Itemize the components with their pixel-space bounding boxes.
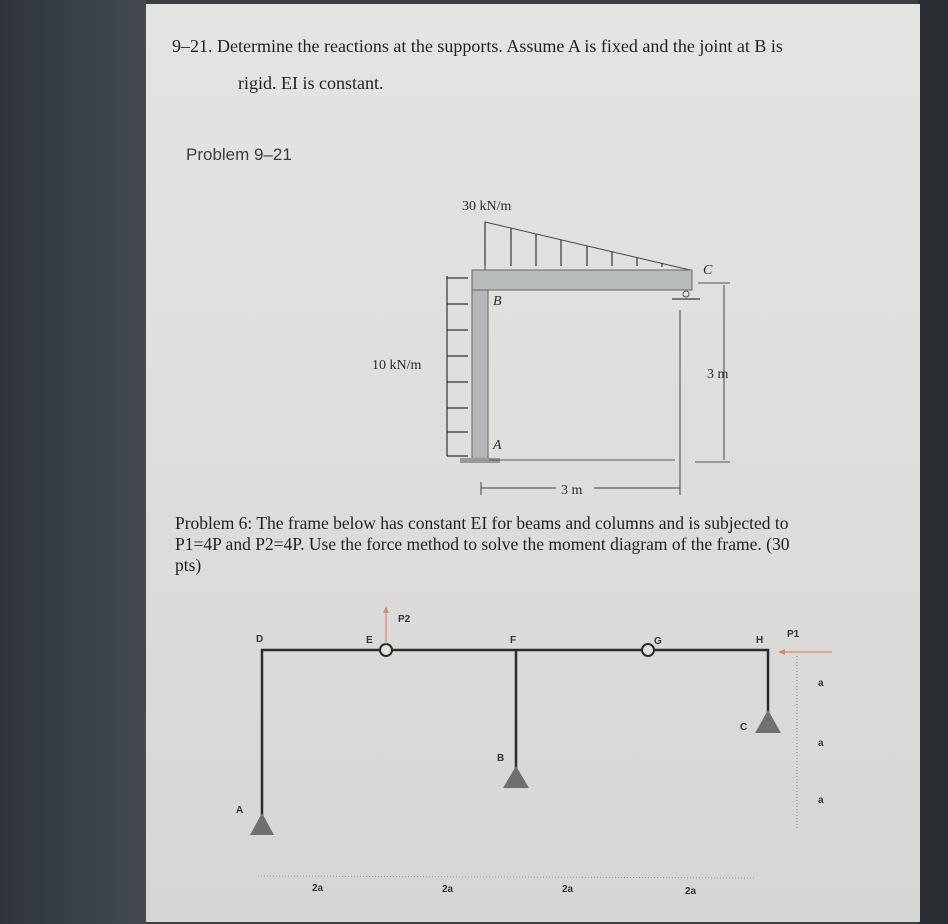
figure-title: Problem 9–21	[186, 145, 292, 164]
pin-support-c	[755, 710, 781, 733]
pin-support-b	[503, 766, 529, 788]
horizontal-dimension-line	[258, 876, 756, 878]
downward-load-arrows	[485, 222, 662, 267]
horizontal-dim-3: 2a	[562, 884, 574, 895]
column-ab	[472, 290, 488, 460]
load-10kn-label: 10 kN/m	[372, 358, 422, 373]
node-f-label: F	[510, 635, 517, 646]
hinge-e	[380, 644, 392, 656]
pin-support-a	[250, 813, 274, 835]
problem-9-21-statement-cont: rigid. EI is constant.	[238, 73, 384, 93]
horizontal-dim-2: 2a	[442, 884, 454, 895]
vertical-dim-2: a	[818, 738, 824, 749]
node-e-label: E	[366, 635, 373, 646]
roller-support-c	[683, 291, 689, 297]
problem-6-line-2: P1=4P and P2=4P. Use the force method to solve the moment diagram of the frame. (30	[175, 534, 790, 554]
figure-9-21	[372, 199, 730, 498]
load-30kn-label: 30 kN/m	[462, 199, 512, 214]
node-b-label: B	[497, 753, 505, 764]
node-a-label: A	[236, 805, 244, 816]
vertical-dim-3: a	[818, 795, 824, 806]
beam-bc	[472, 270, 692, 290]
load-p1-label: P1	[787, 629, 800, 640]
horizontal-load-arrows	[447, 276, 468, 456]
figure-problem-6	[236, 606, 832, 897]
vertical-dim-1: a	[818, 678, 824, 689]
problem-6-statement	[175, 513, 789, 576]
problem-9-21-statement: 9–21. Determine the reactions at the supports. Assume A is fixed and the joint at B is	[172, 36, 783, 56]
node-b-label: B	[493, 294, 502, 309]
horizontal-dim-4: 2a	[685, 886, 697, 897]
node-a-label: A	[493, 438, 502, 453]
problem-6-line-3: pts)	[175, 555, 202, 575]
node-d-label: D	[256, 634, 264, 645]
load-p2-label: P2	[398, 614, 411, 625]
node-c-label: C	[740, 722, 748, 733]
hinge-g	[642, 644, 654, 656]
node-h-label: H	[756, 635, 764, 646]
node-c-label: C	[703, 263, 713, 278]
node-g-label: G	[654, 636, 662, 647]
horizontal-dim-1: 2a	[312, 883, 324, 894]
width-dimension-label: 3 m	[561, 483, 583, 498]
problem-6-line-1: Problem 6: The frame below has constant EI for beams and columns and is subjected to	[175, 513, 789, 533]
height-dimension-label: 3 m	[707, 367, 729, 382]
